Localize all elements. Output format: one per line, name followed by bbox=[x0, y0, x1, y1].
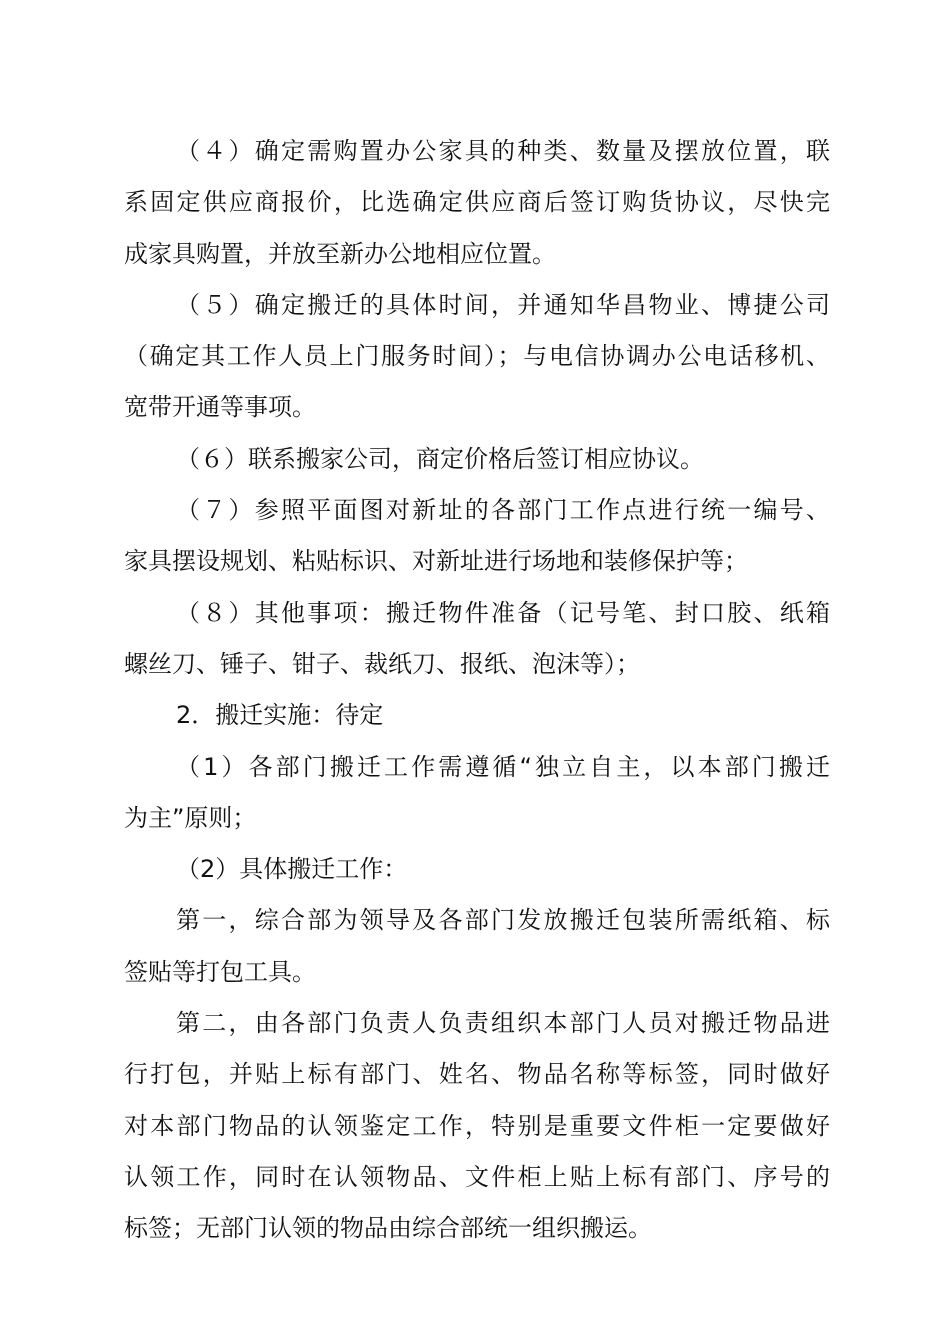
paragraph-5-line-1: （５）确定搬迁的具体时间，并通知华昌物业、博捷公司 bbox=[176, 290, 830, 319]
second-step-line-5: 标签；无部门认领的物品由综合部统一组织搬运。 bbox=[124, 1214, 652, 1243]
paragraph-7-line-2: 家具摆设规划、粘贴标识、对新址进行场地和装修保护等； bbox=[124, 547, 748, 576]
paragraph-4-line-2: 系固定供应商报价，比选确定供应商后签订购货协议，尽快完 bbox=[124, 188, 830, 217]
second-step-line-1: 第二，由各部门负责人负责组织本部门人员对搬迁物品进 bbox=[176, 1009, 830, 1038]
first-step-line-2: 签贴等打包工具。 bbox=[124, 957, 316, 986]
item-1-line-2: 为主”原则； bbox=[124, 803, 257, 832]
document-body bbox=[124, 126, 830, 1255]
paragraph-6-line-1: （６）联系搬家公司，商定价格后签订相应协议。 bbox=[176, 444, 704, 473]
paragraph-5-line-2: （确定其工作人员上门服务时间）；与电信协调办公电话移机、 bbox=[124, 342, 830, 371]
second-step-line-4: 认领工作，同时在认领物品、文件柜上贴上标有部门、序号的 bbox=[124, 1162, 830, 1191]
paragraph-8-line-1: （８）其他事项：搬迁物件准备（记号笔、封口胶、纸箱 bbox=[176, 598, 830, 627]
item-2-heading: （2）具体搬迁工作： bbox=[176, 855, 408, 884]
second-step-line-2: 行打包，并贴上标有部门、姓名、物品名称等标签，同时做好 bbox=[124, 1060, 830, 1089]
paragraph-4-line-1: （４）确定需购置办公家具的种类、数量及摆放位置，联 bbox=[176, 137, 830, 165]
first-step-line-1: 第一，综合部为领导及各部门发放搬迁包装所需纸箱、标 bbox=[176, 906, 830, 935]
item-1-line-1: （1）各部门搬迁工作需遵循“独立自主，以本部门搬迁 bbox=[176, 752, 830, 781]
section-2-heading: 2．搬迁实施：待定 bbox=[176, 701, 384, 730]
paragraph-8-line-2: 螺丝刀、锤子、钳子、裁纸刀、报纸、泡沫等）； bbox=[124, 649, 640, 678]
second-step-line-3: 对本部门物品的认领鉴定工作，特别是重要文件柜一定要做好 bbox=[124, 1111, 830, 1140]
paragraph-7-line-1: （７）参照平面图对新址的各部门工作点进行统一编号、 bbox=[176, 496, 830, 525]
paragraph-5-line-3: 宽带开通等事项。 bbox=[124, 393, 316, 422]
paragraph-4-line-3: 成家具购置，并放至新办公地相应位置。 bbox=[124, 239, 556, 268]
